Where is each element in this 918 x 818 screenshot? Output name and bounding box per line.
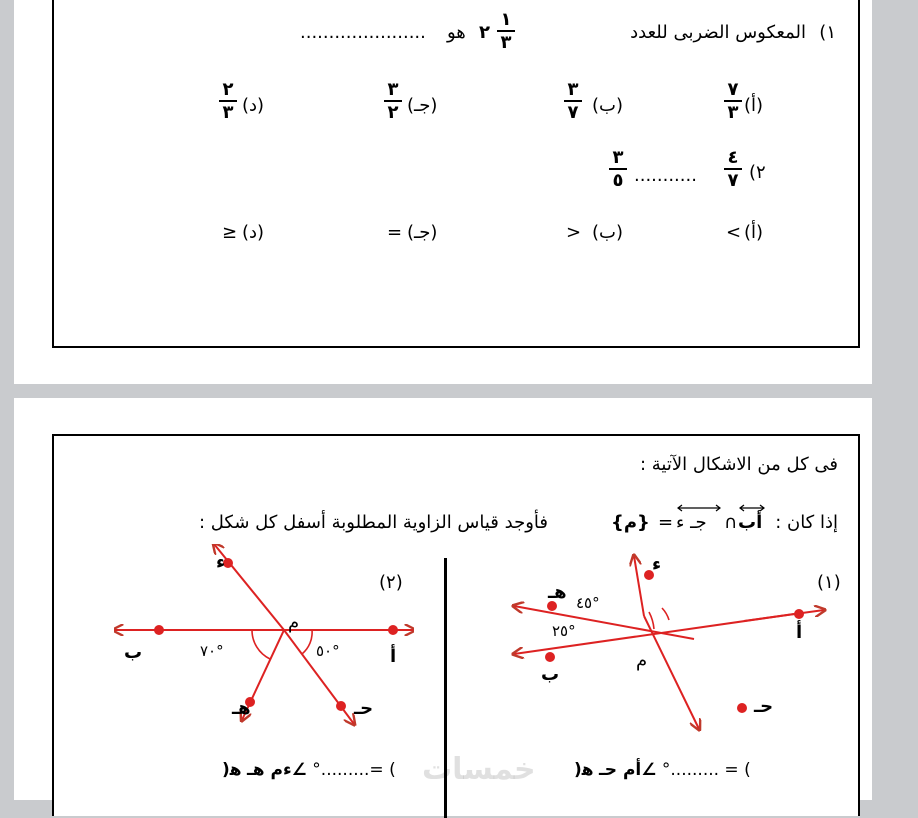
- figure-1-label-h: هـ: [548, 582, 567, 603]
- question-1-fraction: [497, 10, 515, 52]
- fraction-numerator: ٣: [612, 147, 624, 168]
- intersection-set: {م}: [611, 512, 650, 533]
- intersect-symbol: ∩: [724, 512, 738, 533]
- q1-option-d-label: (د): [242, 95, 265, 116]
- figure-1-label-a: أ: [796, 622, 803, 643]
- figure-1-point-c: [737, 703, 747, 713]
- q2-option-b-symbol: <: [566, 222, 582, 243]
- q1-option-c-label: (جـ): [407, 95, 438, 116]
- equals-sign: =: [658, 512, 674, 533]
- figure-2-point-b: [154, 625, 164, 635]
- question-1-blank: ......................: [300, 22, 426, 43]
- question-1-text: المعكوس الضربى للعدد: [630, 22, 806, 43]
- watermark: خمسات: [422, 752, 536, 787]
- fraction-denominator: ٣: [500, 32, 512, 53]
- question-1-whole: ٢: [479, 22, 490, 43]
- line-cd: [676, 512, 707, 533]
- question-2-left-fraction: [724, 148, 742, 190]
- line-ab: [738, 512, 762, 533]
- question-box-2: [52, 434, 860, 816]
- q2-option-c-symbol: =: [387, 222, 403, 243]
- figure-1-label-c: حـ: [754, 696, 774, 717]
- q2-option-d-symbol: ≤: [222, 222, 238, 243]
- fraction-denominator: ٥: [612, 170, 624, 191]
- figure-1-answer-prefix: ﻫ(: [574, 760, 594, 780]
- q1-option-d-fraction: [219, 80, 237, 122]
- figure-1-label-b: ب: [541, 664, 560, 685]
- line-cd-label: جـ ء: [676, 512, 707, 533]
- condition-suffix: فأوجد قياس الزاوية المطلوبة أسفل كل شكل :: [199, 512, 548, 533]
- q1-option-b-label: (ب): [592, 95, 623, 116]
- figure-2-arc-70: [252, 630, 270, 659]
- figure-1-number: (١): [817, 572, 841, 593]
- q1-option-c-fraction: [384, 80, 402, 122]
- figure-2-answer: [222, 760, 396, 780]
- fraction-numerator: ٣: [567, 79, 579, 100]
- figure-2-label-b: ب: [124, 642, 143, 663]
- figure-1-answer-suffix: ) = .........°: [661, 760, 751, 780]
- document-page-2: [14, 398, 872, 800]
- q2-option-d-label: (د): [242, 222, 265, 243]
- question-box-1: [52, 0, 860, 348]
- figure-2-angle-50: ٥٠°: [316, 642, 340, 660]
- document-page-1: [14, 0, 872, 384]
- question-2-number: ٢): [749, 162, 766, 183]
- q2-option-a-label: (أ): [744, 222, 764, 243]
- question-1-number: ١): [819, 22, 836, 43]
- line-ab-label: أب: [738, 512, 763, 533]
- fraction-denominator: ٢: [387, 102, 399, 123]
- figure-2-point-a: [388, 625, 398, 635]
- fraction-denominator: ٧: [567, 102, 579, 123]
- line-cd-arrow: [676, 504, 722, 512]
- question-2-right-fraction: [609, 148, 627, 190]
- fraction-numerator: ٤: [727, 147, 739, 168]
- figure-1-answer-angle: ∠أم حـ: [598, 760, 657, 780]
- figure-2-angle-70: ٧٠°: [200, 642, 224, 660]
- q2-option-a-symbol: >: [726, 222, 742, 243]
- figure-1-label-m: م: [636, 650, 648, 671]
- figure-1-diagram: [494, 544, 854, 774]
- figure-2-label-m: م: [288, 612, 300, 633]
- line-ab-arrow: [738, 504, 766, 512]
- fraction-numerator: ٧: [727, 79, 739, 100]
- q1-option-a-fraction: [724, 80, 742, 122]
- figure-2-diagram: [114, 544, 414, 754]
- figure-1-point-a: [794, 609, 804, 619]
- fraction-denominator: ٣: [727, 102, 739, 123]
- figure-1-point-b: [545, 652, 555, 662]
- figure-2-answer-angle: ∠ءم هـ: [246, 760, 307, 780]
- figure-1-arc-45: [662, 608, 669, 620]
- section-title: فى كل من الاشكال الآتية :: [639, 454, 838, 475]
- figure-1-label-d: ء: [652, 554, 662, 575]
- figure-2-label-c: حـ: [354, 698, 374, 719]
- question-1-suffix: هو: [447, 22, 466, 43]
- q1-option-a-label: (أ): [744, 95, 764, 116]
- figure-1-answer: [574, 760, 751, 780]
- figure-2-answer-prefix: ﻫ(: [222, 760, 242, 780]
- q2-option-c-label: (جـ): [407, 222, 438, 243]
- fraction-numerator: ٢: [222, 79, 234, 100]
- q1-option-b-fraction: [564, 80, 582, 122]
- figure-1-line-ab-ext: [744, 610, 824, 621]
- question-2-blank: ...........: [634, 165, 697, 186]
- figure-1-line-dc-ext: [644, 616, 699, 729]
- figure-2-arc-50: [302, 630, 312, 654]
- figure-1-angle-25: ٢٥°: [552, 622, 576, 640]
- fraction-numerator: ٣: [387, 79, 399, 100]
- figure-2-number: (٢): [379, 572, 403, 593]
- fraction-denominator: ٣: [222, 102, 234, 123]
- figure-2-label-d: ء: [216, 552, 226, 573]
- figure-2-answer-suffix: ) =.........°: [312, 760, 396, 780]
- q2-option-b-label: (ب): [592, 222, 623, 243]
- figure-1-angle-45: ٤٥°: [576, 594, 600, 612]
- fraction-denominator: ٧: [727, 170, 739, 191]
- fraction-numerator: ١: [500, 9, 512, 30]
- figure-2-label-h: هـ: [232, 698, 251, 719]
- figure-2-point-c: [336, 701, 346, 711]
- condition-prefix: إذا كان :: [775, 512, 838, 533]
- figure-1-line-dc: [634, 556, 644, 616]
- figure-2-label-a: أ: [390, 646, 397, 667]
- figure-1-line-mh: [514, 606, 694, 639]
